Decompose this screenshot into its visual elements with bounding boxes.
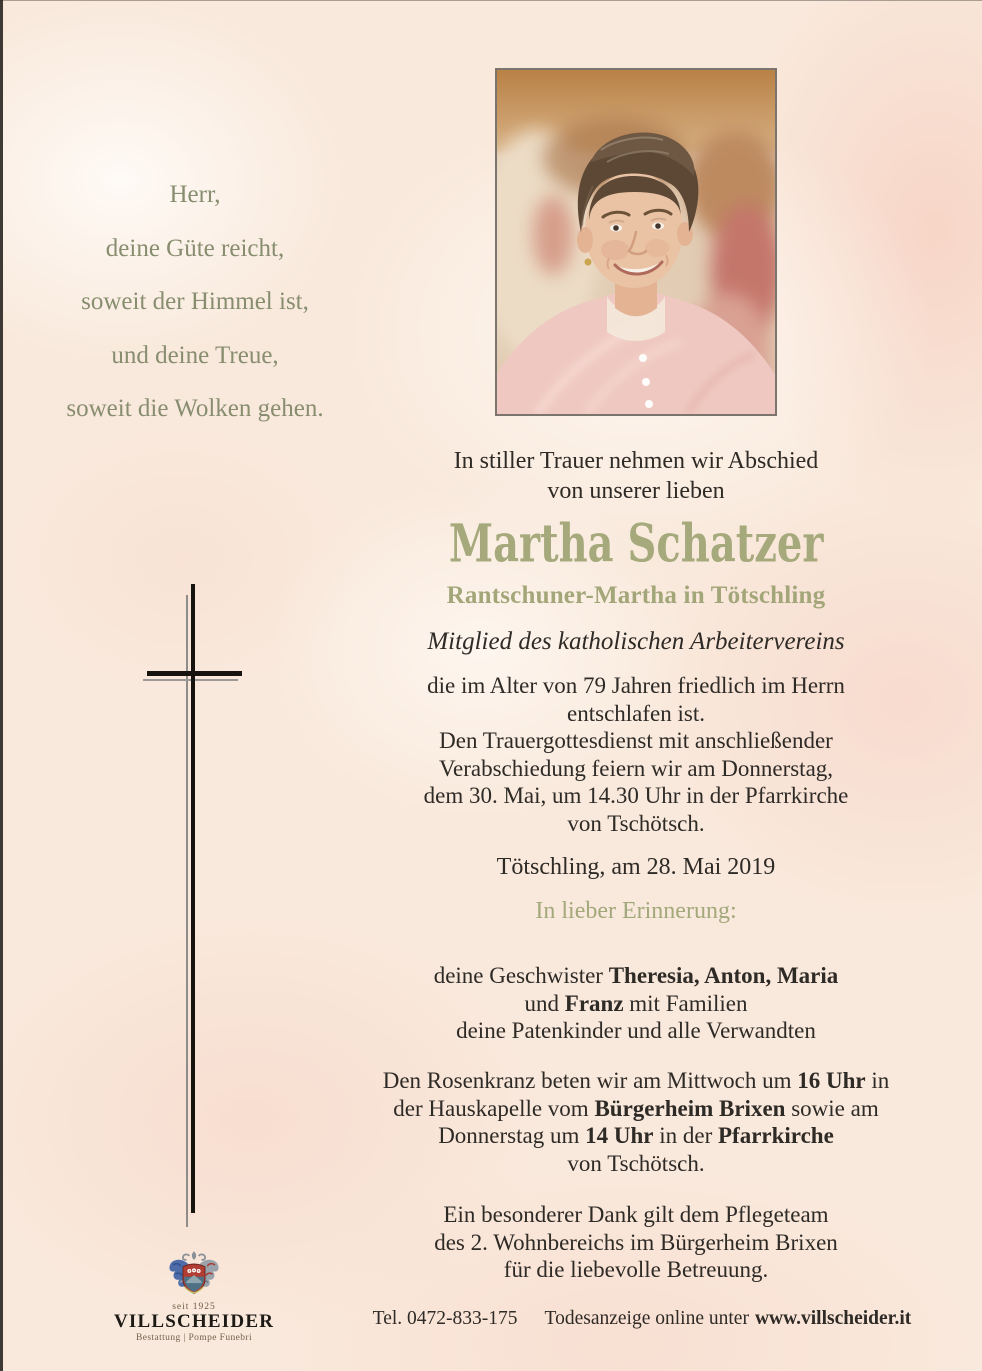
plain-text: in der [653, 1123, 718, 1148]
text-line [351, 1017, 921, 1045]
emphasized-text: Franz [564, 990, 624, 1016]
scan-edge-left [0, 0, 3, 1371]
plain-text: mit Familien [623, 990, 748, 1016]
membership-line: Mitglied des katholischen Arbeitervereins [427, 628, 845, 655]
phone-number: Tel. 0472-833-175 [372, 1308, 518, 1329]
emphasized-text: 16 Uhr [797, 1068, 866, 1093]
online-note: Todesanzeige online unter [544, 1308, 749, 1329]
logo-company-name: VILLSCHEIDER [114, 1311, 275, 1332]
text-line [351, 962, 921, 990]
logo-since-label: seit 1925 [172, 1302, 216, 1312]
plain-text: Den Rosenkranz beten wir am Mittwoch um [382, 1068, 798, 1093]
text-line: Herr, [169, 181, 221, 208]
announcement-text [351, 672, 921, 837]
text-line: Ein besonderer Dank gilt dem Pflegeteam [443, 1202, 829, 1227]
text-line: von unserer lieben [547, 478, 725, 504]
emphasized-text: Pfarrkirche [718, 1123, 834, 1148]
emphasized-text: Theresia, Anton, Maria [608, 963, 839, 988]
plain-text: deine Patenkinder und alle Verwandten [456, 1018, 816, 1043]
emphasized-text: Bürgerheim Brixen [594, 1095, 786, 1121]
text-line: die im Alter von 79 Jahren friedlich im Herrn [427, 673, 845, 698]
cross-vertical-bar [191, 584, 195, 1213]
mourners-text [351, 962, 921, 1045]
text-line [351, 1122, 921, 1150]
text-line: Den Trauergottesdienst mit anschließender [439, 728, 833, 753]
cross-vertical-shadow [186, 595, 188, 1227]
text-line [351, 1150, 921, 1178]
text-line: In stiller Trauer nehmen wir Abschied [453, 448, 819, 474]
memorial-poem [40, 168, 350, 436]
plain-text: deine Geschwister [433, 963, 609, 988]
place-date-line: Tötschling, am 28. Mai 2019 [496, 854, 776, 880]
thanks-text [351, 1201, 921, 1284]
footer-contact-line [357, 1308, 927, 1330]
emphasized-text: 14 Uhr [585, 1123, 654, 1148]
text-line: und deine Treue, [111, 341, 279, 369]
portrait-photo-image [497, 70, 775, 414]
funeral-home-logo [114, 1250, 274, 1343]
text-line: von Tschötsch. [567, 810, 705, 836]
plain-text: und [524, 990, 565, 1016]
plain-text: in [865, 1068, 890, 1093]
plain-text: Donnerstag um [438, 1123, 586, 1148]
text-line [351, 1067, 921, 1095]
remembrance-heading: In lieber Erinnerung: [535, 898, 737, 924]
text-line: soweit die Wolken gehen. [66, 395, 324, 422]
rosary-text [351, 1067, 921, 1177]
deceased-name [351, 512, 921, 575]
text-line [351, 1095, 921, 1123]
text-line: Verabschiedung feiern wir am Donnerstag, [438, 755, 834, 781]
heraldic-crest-icon [165, 1250, 223, 1300]
deceased-name-text: Martha Schatzer [448, 512, 824, 575]
text-line [351, 990, 921, 1018]
website-url: www.villscheider.it [754, 1308, 912, 1329]
text-line: soweit der Himmel ist, [81, 288, 309, 315]
intro-text [351, 446, 921, 506]
deceased-house-name: Rantschuner-Martha in Tötschling [446, 582, 826, 609]
plain-text: der Hauskapelle vom [393, 1095, 595, 1121]
plain-text: von Tschötsch. [567, 1150, 705, 1176]
text-line: des 2. Wohnbereichs im Bürgerheim Brixen [434, 1229, 838, 1255]
cross-horizontal-bar [147, 671, 242, 676]
plain-text: sowie am [785, 1095, 879, 1121]
logo-tagline: Bestattung | Pompe Funebri [135, 1333, 252, 1343]
scan-edge-top [0, 0, 982, 1]
text-line: entschlafen ist. [567, 700, 705, 726]
text-line: deine Güte reicht, [105, 234, 285, 262]
text-line: dem 30. Mai, um 14.30 Uhr in der Pfarrkirche [423, 783, 849, 808]
text-line: für die liebevolle Betreuung. [503, 1257, 769, 1282]
portrait-photo [495, 68, 777, 416]
